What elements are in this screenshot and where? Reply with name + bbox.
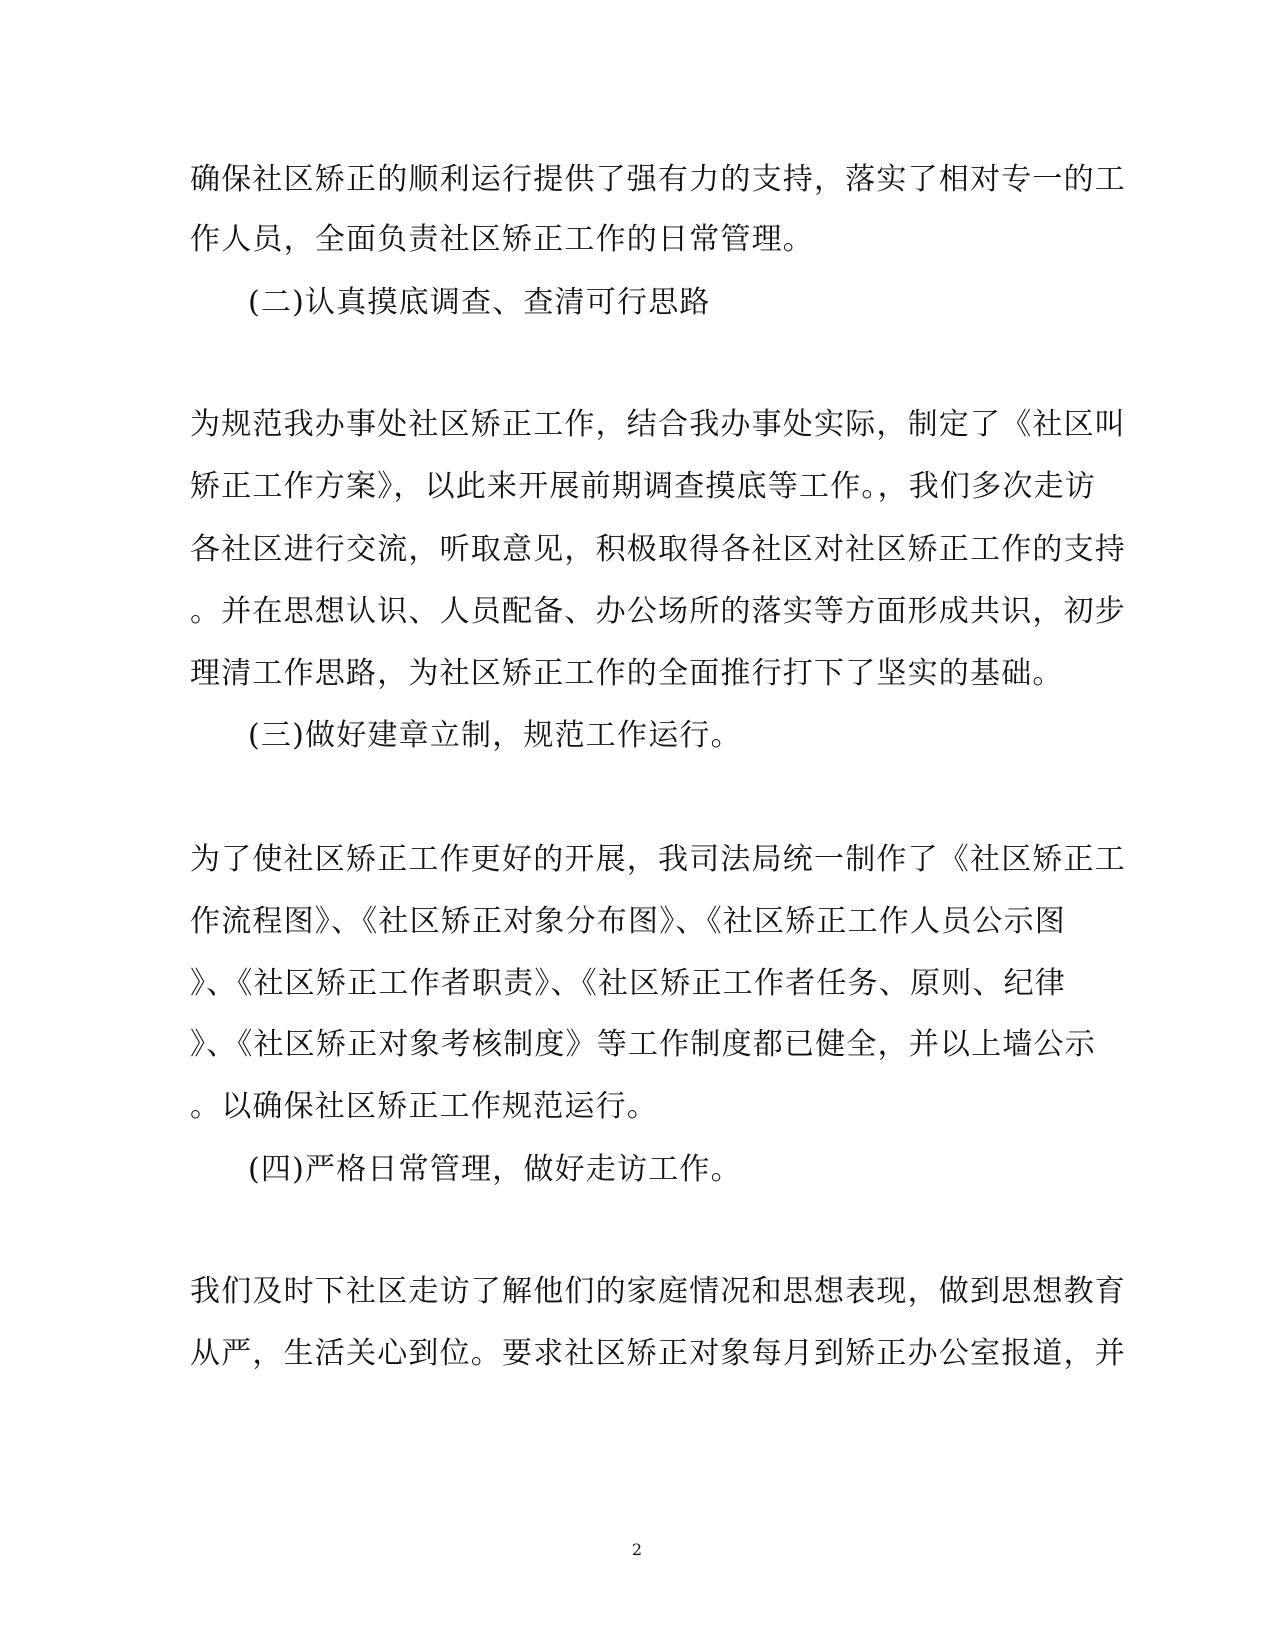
body-text-line: 各社区进行交流，听取意见，积极取得各社区对社区矫正工作的支持: [190, 532, 1126, 567]
body-text-line: 》、《社区矫正对象考核制度》等工作制度都已健全，并以上墙公示: [190, 1027, 1096, 1062]
body-text-line: 为规范我办事处社区矫正工作，结合我办事处实际，制定了《社区叫: [190, 407, 1126, 442]
body-text-line: 作人员，全面负责社区矫正工作的日常管理。: [190, 222, 814, 257]
body-text-line: 作流程图》、《社区矫正对象分布图》、《社区矫正工作人员公示图: [190, 904, 1066, 939]
body-text-line: 从严，生活关心到位。要求社区矫正对象每月到矫正办公室报道，并: [190, 1336, 1126, 1371]
body-text-line: 》、《社区矫正工作者职责》、《社区矫正工作者任务、原则、纪律: [190, 966, 1066, 1001]
section-heading: (二)认真摸底调查、查清可行思路: [248, 285, 711, 320]
page-number: 2: [631, 1540, 643, 1559]
body-text-line: 我们及时下社区走访了解他们的家庭情况和思想表现，做到思想教育: [190, 1274, 1126, 1309]
body-text-line: 矫正工作方案》，以此来开展前期调查摸底等工作。，我们多次走访: [190, 469, 1096, 504]
section-heading: (四)严格日常管理，做好走访工作。: [248, 1152, 742, 1187]
section-heading: (三)做好建章立制，规范工作运行。: [248, 718, 742, 753]
body-text-line: 。并在思想认识、人员配备、办公场所的落实等方面形成共识，初步: [190, 594, 1126, 629]
body-text-line: 为了使社区矫正工作更好的开展，我司法局统一制作了《社区矫正工: [190, 842, 1126, 877]
body-text-line: 确保社区矫正的顺利运行提供了强有力的支持，落实了相对专一的工: [190, 162, 1126, 197]
body-text-line: 理清工作思路，为社区矫正工作的全面推行打下了坚实的基础。: [190, 656, 1064, 691]
body-text-line: 。以确保社区矫正工作规范运行。: [190, 1089, 658, 1124]
